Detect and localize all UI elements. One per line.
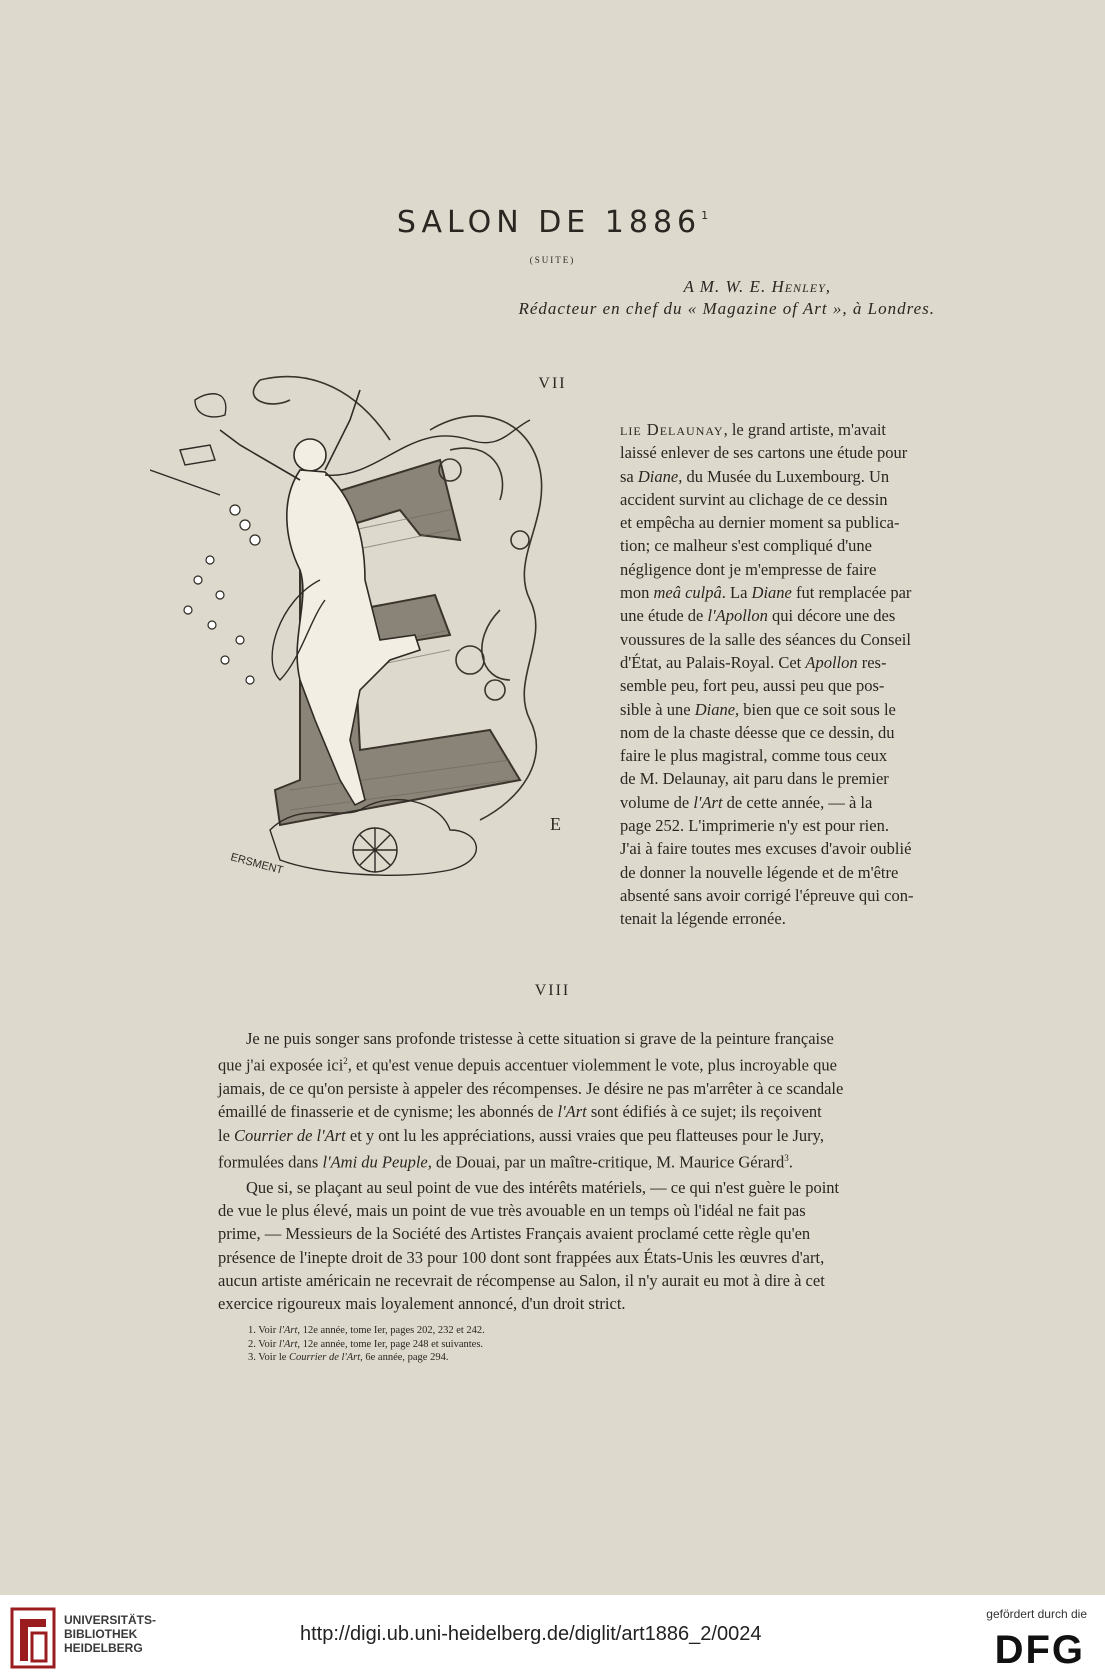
text-line: formulées dans l'Ami du Peuple, de Douai, par un maître-critique, M. Maurice Gérard$^3$. xyxy=(218,1152,793,1172)
footnote-1: 1. Voir l'Art, 12e année, tome Ier, pages 202, 232 et 242. xyxy=(248,1325,485,1336)
text-line: laissé enlever de ses cartons une étude pour xyxy=(620,443,908,463)
text-line: accident survint au clichage de ce dessin xyxy=(620,489,888,509)
text-line: de M. Delaunay, ait paru dans le premier xyxy=(620,769,889,789)
text-line: que j'ai exposée ici$^2$, et qu'est venue depuis accentuer violemment le vote, plus incroyable que xyxy=(218,1055,837,1075)
text-line: J'ai à faire toutes mes excuses d'avoir oublié xyxy=(620,839,912,859)
section-viii-text xyxy=(218,1027,948,1316)
text-line: lie Delaunay, le grand artiste, m'avait xyxy=(620,420,887,439)
footnote-ref-1: 1 xyxy=(701,209,709,222)
text-line: de donner la nouvelle légende et de m'être xyxy=(620,862,899,882)
illustration-monogram: E xyxy=(550,814,561,834)
section-number-vii: VII xyxy=(538,375,567,392)
text-line: Je ne puis songer sans profonde tristesse à cette situation si grave de la peinture française xyxy=(246,1029,834,1048)
text-line: présence de l'inepte droit de 33 pour 100 dont sont frappées aux États-Unis les œuvres d'art, xyxy=(218,1247,825,1267)
text-line: aucun artiste américain ne recevrait de récompense au Salon, il n'y aurait eu mot à dire à cet xyxy=(218,1270,825,1290)
page-title: SALON DE 1886$^1$ xyxy=(396,205,709,240)
section-vii-text xyxy=(620,418,950,931)
text-line: émaillé de finasserie et de cynisme; les abonnés de l'Art sont édifiés à ce sujet; ils reçoivent xyxy=(218,1102,822,1122)
paragraph-1 xyxy=(218,1027,948,1174)
illuminated-initial-e-illustration xyxy=(150,360,615,950)
text-line: sa Diane, du Musée du Luxembourg. Un xyxy=(620,466,890,486)
text-line: jamais, de ce qu'on persiste à appeler des récompenses. Je désire ne pas m'arrêter à ce scandale xyxy=(218,1079,844,1099)
text-line: et empêcha au dernier moment sa publica- xyxy=(620,513,900,533)
text-line: mon meâ culpâ. La Diane fut remplacée par xyxy=(620,583,912,603)
text-line: de vue le plus élevé, mais un point de vue très avouable en un temps où l'idéal ne fait pas xyxy=(218,1201,806,1221)
section-number-viii: VIII xyxy=(534,982,571,999)
text-line: absenté sans avoir corrigé l'épreuve qui con- xyxy=(620,885,914,905)
text-line: prime, — Messieurs de la Société des Artistes Français avaient proclamé cette règle qu'en xyxy=(218,1224,811,1244)
paragraph-2 xyxy=(218,1176,948,1316)
text-line: semble peu, fort peu, aussi peu que pos- xyxy=(620,676,885,696)
text-line: nom de la chaste déesse que ce dessin, du xyxy=(620,722,895,742)
dfg-logo[interactable]: DFG xyxy=(994,1628,1085,1672)
text-line: d'État, au Palais-Royal. Cet Apollon res- xyxy=(620,652,887,672)
illustration-signature: ERSMENT xyxy=(229,851,285,877)
text-line: exercice rigoureux mais loyalement annoncé, d'un droit strict. xyxy=(218,1294,626,1314)
text-line: négligence dont je m'empresse de faire xyxy=(620,559,877,579)
footnotes xyxy=(248,1324,748,1365)
text-line: volume de l'Art de cette année, — à la xyxy=(620,792,873,812)
text-line: voussures de la salle des séances du Conseil xyxy=(620,629,911,649)
footer-bar xyxy=(0,1595,1105,1677)
text-line: tion; ce malheur s'est compliqué d'une xyxy=(620,536,873,556)
text-line: faire le plus magistral, comme tous ceux xyxy=(620,746,888,766)
text-line: page 252. L'imprimerie n'y est pour rien. xyxy=(620,816,889,836)
page-url-link[interactable]: http://digi.ub.uni-heidelberg.de/diglit/art1886_2/0024 xyxy=(300,1623,762,1645)
dedication: A M. W. E. Henley, Rédacteur en chef du « Magazine of Art », à Londres. xyxy=(518,277,935,318)
footnote-2: 2. Voir l'Art, 12e année, tome Ier, page 248 et suivantes. xyxy=(248,1338,484,1350)
library-name[interactable]: UNIVERSITÄTS- BIBLIOTHEK HEIDELBERG xyxy=(64,1613,157,1655)
text-line: sible à une Diane, bien que ce soit sous le xyxy=(620,699,896,719)
text-line: tenait la légende erronée. xyxy=(620,909,786,929)
text-line: le Courrier de l'Art et y ont lu les appréciations, aussi vraies que peu flatteuses pour le Jury, xyxy=(218,1125,824,1145)
text-line: Que si, se plaçant au seul point de vue des intérêts matériels, — ce qui n'est guère le point xyxy=(246,1177,840,1197)
funding-label: gefördert durch die xyxy=(986,1607,1087,1621)
text-line: une étude de l'Apollon qui décore une des xyxy=(620,606,896,626)
university-library-logo-icon[interactable] xyxy=(10,1607,56,1669)
subtitle: (SUITE) xyxy=(529,255,576,265)
footnote-3: 3. Voir le Courrier de l'Art, 6e année, page 294. xyxy=(248,1352,449,1363)
